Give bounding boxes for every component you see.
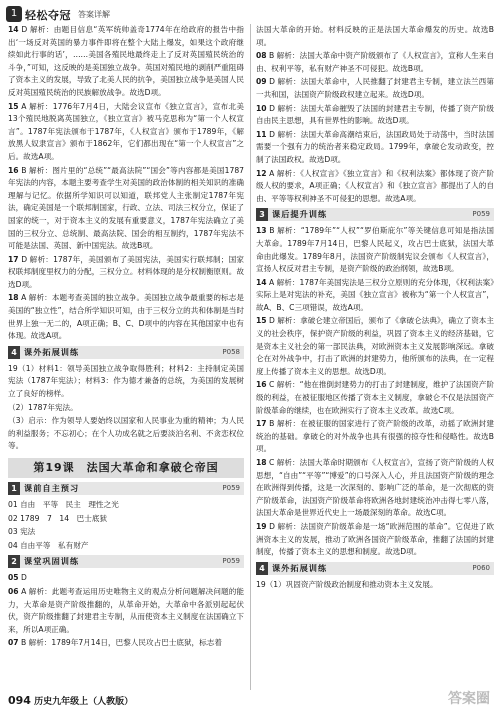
- section-badge: 1: [8, 482, 20, 495]
- left-column: [8, 24, 244, 651]
- page-footer: [8, 694, 133, 707]
- answer-item: 法国大革命的开始。材料反映的正是法国大革命爆发的历史。故选B项。: [256, 25, 494, 47]
- preview-answer: 04 自由平等 私有财产: [8, 540, 89, 550]
- section-page-ref: P059: [222, 484, 240, 492]
- preview-answer: 03 宪法: [8, 527, 36, 537]
- answer-item: 09 D 解析：法国大革命中，人民推翻了封建君主专制，建立法兰西第一共和国，法国资产阶级政权建立起来。故选D项。: [256, 77, 494, 99]
- answer-item: 17 D 解析：1787年，美国颁布了美国宪法，美国实行联邦制；国家权联邦制度里权力的分配，三权分立。材料体现的是分权制衡原则。故选D项。: [8, 254, 244, 289]
- answer-item: 19 D 解析：法国资产阶级革命是一场“欧洲范围的革命”。它促进了欧洲资本主义的发展，推动了欧洲各国资产阶级革命，推翻了法国的封建制度，传播了资本主义的思想和制度。故选D项。: [256, 521, 494, 557]
- answer-item: 12 A 解析：《人权宣言》《独立宣言》和《权利法案》都体现了资产阶级人权的要求，A项正确；《人权宣言》和《独立宣言》都提出了人的自由、平等等权利神圣不可侵犯的思想。故选A项。: [256, 168, 494, 203]
- preview-answer: 01 自由 平等 民主 理性之光: [8, 500, 119, 509]
- answer-item: 10 D 解析：法国大革命摧毁了法国的封建君主专制，传播了资产阶级自由民主思想，具有世界性的影响。故选D项。: [256, 103, 494, 126]
- watermark-logo: 答案圈: [448, 691, 490, 707]
- section-header: [8, 555, 244, 568]
- header: [6, 4, 126, 26]
- section-page-ref: P058: [222, 347, 240, 356]
- section-header: [256, 562, 494, 575]
- section-title: 课后提升训练: [272, 209, 328, 220]
- answer-item: 16 C 解析：“他在推倒封建势力的打击了封建制度，维护了法国资产阶级的利益，在被征服地区传播了资本主义制度，拿破仑不仅是法国资产阶级革命的继续，也在欧洲实行了资本主义改革。故选C项。: [256, 380, 494, 415]
- section-page-ref: P059: [472, 210, 490, 219]
- section-title: 课堂巩固训练: [24, 556, 80, 567]
- section-page-ref: P059: [222, 557, 240, 566]
- right-column: [256, 24, 494, 592]
- preview-answer: 02 1789 7 14 巴士底狱: [8, 513, 108, 523]
- section-title: 课外拓展训练: [272, 562, 328, 573]
- answer-item: 18 A 解析：本题考查美国的独立战争。美国独立战争最重要的标志是美国的“独立性”，结合所学知识可知，由于三权分立的共和体制是当时世界上独一无二的，A项正确；B、C、D项中的内容在其他国家中也有体现。故选A项。: [8, 293, 244, 341]
- answer-item: （2）1787年宪法。: [8, 402, 78, 412]
- section-title: 课外拓展训练: [24, 346, 80, 357]
- answer-item: 14 A 解析：1787年美国宪法是三权分立原则的充分体现，《权利法案》实际上是对宪法的补充，美国《独立宣言》被称为“第一个人权宣言”，故A、B、C三项错误，故选A项。: [256, 277, 494, 312]
- answer-item: 11 D 解析：法国大革命高潮结束后，法国政局处于动荡中，当时法国需要一个强有力的统治者来稳定政局。1799年，拿破仑发动政变，控制了法国政权。故选D项。: [256, 129, 494, 164]
- section-badge: 4: [256, 562, 268, 575]
- answer-item: 19（1）巩固资产阶级政治制度和推动资本主义发展。: [256, 579, 438, 589]
- lesson-title: 第19课 法国大革命和拿破仑帝国: [8, 458, 244, 478]
- answer-item: （3）启示：作为领导人要始终以国家和人民事业为重的精神；为人民的利益服务；不忘初心；在个人功成名就之后要淡泊名利、不贪恋权位等。: [8, 416, 244, 451]
- section-badge: 3: [256, 208, 268, 221]
- answer-item: 13 B 解析：“1789年”“人权”“罗伯斯庇尔”等关键信息可知是指法国大革命。1789年7月14日，巴黎人民起义，攻占巴士底狱，法国大革命由此爆发。1789年8月，法国资产阶级制宪议会颁布《人权宣言》，宣扬人权反对君主专制，是资产阶级的政治纲领，故选B项。: [256, 226, 494, 274]
- section-badge: 2: [8, 555, 20, 568]
- answer-item: 08 B 解析：法国大革命中资产阶级颁布了《人权宣言》，宣称人生来自由、权利平等，私有财产神圣不可侵犯。故选B项。: [256, 51, 494, 73]
- answer-item: 05 D: [8, 573, 27, 583]
- answer-item: 06 A 解析：此题考查运用历史唯物主义的观点分析问题解决问题的能力，大革命是资产阶级推翻的，从革命开始，大革命中各派别起起伏伏，资产阶级推翻了封建君主专制，从而使资本主义制度在法国确立下来，所以A项正确。: [8, 586, 244, 634]
- book-title: 历史九年级上（人教版）: [34, 697, 134, 707]
- answer-item: 18 C 解析：法国大革命时期颁布《人权宣言》，宣扬了资产阶级的人权思想，“自由”“平等”“博爱”的口号深入人心，并且法国资产阶级的理念在欧洲得到传播，这是一次深刻的、影响广泛的革命，是一次彻底的资产阶级革命，法国资产阶级革命将欧洲各地封建统治冲击得七零八落，法国大革命是世界近代史上一场最深刻的革命。故选C项。: [256, 458, 494, 518]
- answer-item: 19（1）材料1：领导美国独立战争取得胜利；材料2：主持制定美国宪法（1787年宪法）；材料3：作为德才兼备的总统，为美国的发展树立了良好的榜样。: [8, 363, 244, 399]
- section-page-ref: P060: [472, 563, 490, 572]
- brand-subtitle: 答案详解: [78, 10, 110, 19]
- page-number: 094: [8, 694, 31, 707]
- answer-item: 16 B 解析：图片里的“总统”“最高法院”“国会”等内容都是美国1787年宪法的内容，本题主要考查学生对美国的政治体制的相关知识的准确理解与记忆。依据所学知识可以知道，联邦党人主张制定1787年宪法，确定美国是一个联邦制国家，行政、立法、司法三权分立，保证了国家的统一，对于资本主义的发展有重要意义，1787年宪法确立了美国的三权分立、总统制、最高法院、国会的相互制约，1787年宪法不可能是法国、英国、新中国宪法。故选B项。: [8, 165, 244, 251]
- section-header: [256, 208, 494, 221]
- section-badge: 4: [8, 346, 20, 359]
- brand-logo-icon: 1: [6, 6, 22, 22]
- section-header: [8, 346, 244, 359]
- answer-item: 15 D 解析：拿破仑建立帝国后，颁布了《拿破仑法典》，确立了资本主义的社会秩序，保护资产阶级的利益，巩固了资本主义的经济基础，它是资本主义社会的第一部民法典，对欧洲资本主义发展影响深远。拿破仑在对外战争中，打击了欧洲的封建势力，他所颁布的法典，在一定程度上传播了资本主义的思想。故选D项。: [256, 316, 494, 376]
- column-divider: [250, 24, 251, 690]
- answer-item: 14 D 解析：由题目信息“英军统帅盖奇1774年在给政府的报告中指出‘一场反对英国的暴力事件即将在整个大陆上爆发，如果这个政府继续如此行事的话’，……美国各殖民地最终走上了反对英国殖民统治的斗争，”可知，这反映的是美国独立战争。英国对殖民地的剥削严重阻碍了资本主义的发展，导致了北美人民的抗争，美国独立战争是美国人民反对英国殖民统治的民族解放战争。故选D项。: [8, 25, 244, 97]
- section-header: [8, 482, 244, 495]
- answer-item: 07 B 解析：1789年7月14日，巴黎人民攻占巴士底狱，标志着: [8, 638, 222, 648]
- answer-item: 15 A 解析：1776年7月4日，大陆会议宣布《独立宣言》，宣布北美13个殖民地脱离英国独立，《独立宣言》被马克思称为“第一个人权宣言”。1787年宪法颁布于1787年，《人权宣言》颁布于1789年，《解放黑人奴隶宣言》颁布于1862年，它们都出现在“第一个人权宣言”之后。故选A项。: [8, 101, 244, 161]
- brand-title: 轻松夺冠: [25, 9, 71, 22]
- answer-item: 17 B 解析：在被征服的国家进行了资产阶级的改革，动摇了欧洲封建统治的基础。拿破仑的对外战争也具有很强的掠夺性和侵略性。故选B项。: [256, 419, 494, 454]
- section-title: 课前自主预习: [24, 483, 80, 493]
